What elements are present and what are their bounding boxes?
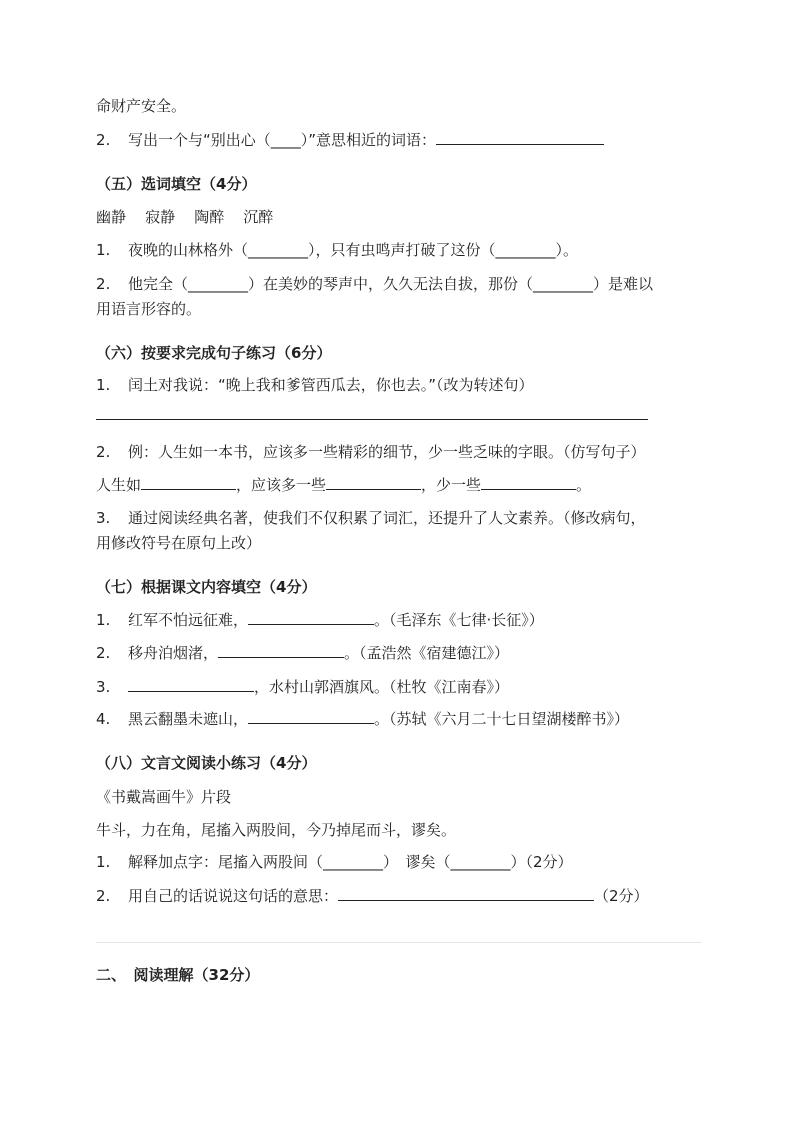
question-text: 。（毛泽东《七律·长征》） <box>374 611 544 629</box>
sentence-part: ，应该多一些 <box>236 476 327 494</box>
section-5-question-1 <box>96 240 578 260</box>
word-bank-item: 幽静 <box>96 208 127 226</box>
question-text: 闰土对我说：“晚上我和爹管西瓜去，你也去。”（改为转述句） <box>128 376 534 394</box>
question-text: 例：人生如一本书，应该多一些精彩的细节，少一些乏味的字眼。（仿写句子） <box>128 443 646 461</box>
question-text: 。（孟浩然《宿建德江》） <box>344 644 510 662</box>
question-number: 2. <box>96 644 111 662</box>
passage-source: 《书戴嵩画牛》片段 <box>96 788 232 806</box>
word-bank-item: 寂静 <box>145 208 176 226</box>
section-7-item <box>96 610 544 630</box>
sentence-part: ，少一些 <box>421 476 482 494</box>
question-number: 3. <box>96 509 111 527</box>
answer-blank[interactable] <box>128 677 254 692</box>
section-5-question-2 <box>96 274 653 294</box>
question-text: ，水村山郭酒旗风。（杜牧《江南春》） <box>254 678 510 696</box>
section-6-question-3 <box>96 508 646 528</box>
question-synonym <box>96 130 604 150</box>
question-number: 3. <box>96 678 111 696</box>
question-number: 1. <box>96 376 111 394</box>
question-text: 黑云翻墨未遮山， <box>128 710 249 728</box>
answer-blank[interactable] <box>248 610 374 625</box>
section-divider <box>96 942 702 943</box>
question-number: 4. <box>96 710 111 728</box>
section-7-item <box>96 677 509 697</box>
imitation-sentence <box>96 475 591 495</box>
word-bank <box>96 207 273 227</box>
question-text: 通过阅读经典名著，使我们不仅积累了词汇，还提升了人文素养。（修改病句， <box>128 509 646 527</box>
question-number: 2. <box>96 887 111 905</box>
question-text: 夜晚的山林格外（________），只有虫鸣声打破了这份（________）。 <box>128 241 579 259</box>
question-text: 。（苏轼《六月二十七日望湖楼醉书》） <box>374 710 630 728</box>
question-text: 写出一个与“别出心（____）”意思相近的词语： <box>128 131 437 149</box>
question-text: 用自己的话说说这句话的意思： <box>128 887 339 905</box>
section-8-title: （八）文言文阅读小练习（4分） <box>96 754 317 772</box>
answer-line-row <box>96 405 648 425</box>
passage-text: 牛斗，力在角，尾搐入两股间，今乃掉尾而斗，谬矣。 <box>96 821 457 839</box>
sentence-part: 人生如 <box>96 476 142 494</box>
question-number: 1. <box>96 241 111 259</box>
sentence-part: 。 <box>576 476 592 494</box>
section-5-title: （五）选词填空（4分） <box>96 175 257 193</box>
question-number: 1. <box>96 611 111 629</box>
section-6-question-3-cont: 用修改符号在原句上改） <box>96 534 262 552</box>
score-text: （2分） <box>594 887 649 905</box>
answer-line[interactable] <box>96 405 648 420</box>
section-7-item <box>96 643 509 663</box>
word-bank-item: 陶醉 <box>194 208 225 226</box>
continuation-text: 命财产安全。 <box>96 97 187 115</box>
question-number: 2. <box>96 443 111 461</box>
answer-blank[interactable] <box>481 475 576 490</box>
answer-blank[interactable] <box>326 475 421 490</box>
word-bank-item: 沉醉 <box>243 208 274 226</box>
section-8-question-2 <box>96 886 649 906</box>
answer-blank[interactable] <box>218 643 344 658</box>
section-6-question-2 <box>96 442 646 462</box>
question-text: 移舟泊烟渚， <box>128 644 219 662</box>
section-8-question-1 <box>96 852 573 872</box>
question-text: 他完全（________）在美妙的琴声中，久久无法自拔，那份（________）是难以 <box>128 275 654 293</box>
section-7-title: （七）根据课文内容填空（4分） <box>96 578 317 596</box>
section-6-title: （六）按要求完成句子练习（6分） <box>96 344 332 362</box>
question-number: 1. <box>96 853 111 871</box>
answer-blank[interactable] <box>141 475 236 490</box>
section-6-question-1 <box>96 375 534 395</box>
answer-blank[interactable] <box>248 709 374 724</box>
question-text: 解释加点字：尾搐入两股间（________） 谬矣（________）（2分） <box>128 853 573 871</box>
answer-blank[interactable] <box>436 130 604 145</box>
question-number: 2. <box>96 275 111 293</box>
part-2-title: 二、 阅读理解（32分） <box>96 966 260 984</box>
answer-blank[interactable] <box>338 886 594 901</box>
question-number: 2. <box>96 131 111 149</box>
question-text: 红军不怕远征难， <box>128 611 249 629</box>
section-5-question-2-cont: 用语言形容的。 <box>96 300 202 318</box>
section-7-item <box>96 709 629 729</box>
